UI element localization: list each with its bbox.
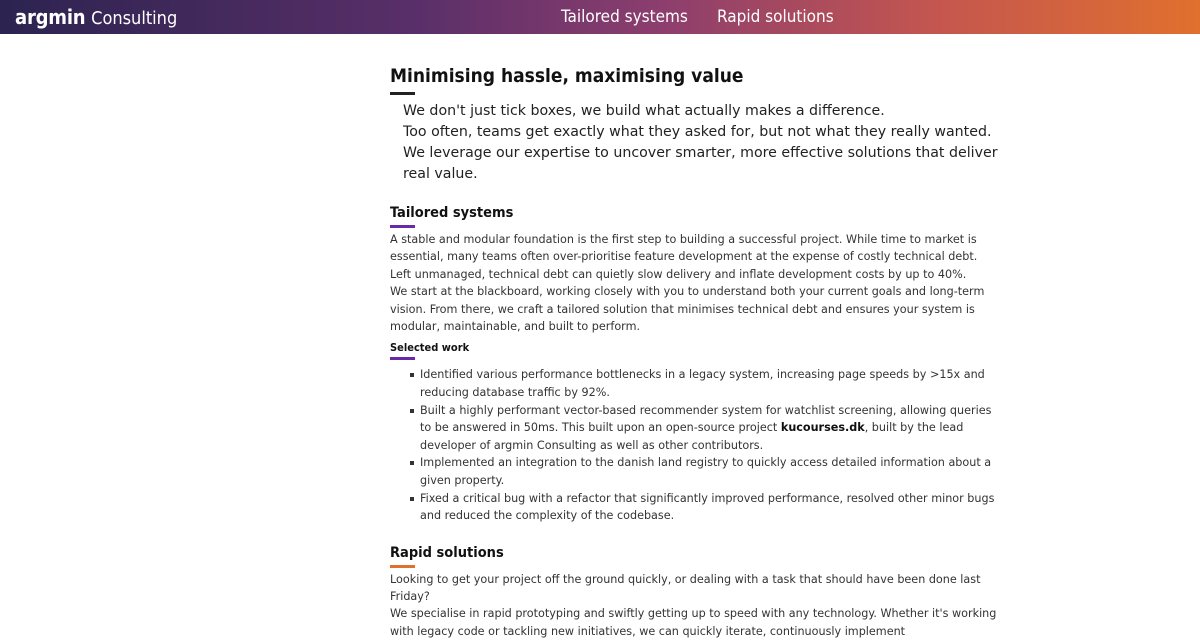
work-item-text: Built a highly performant vector-based recommender system for watchlist screening, allowing queries to be answered in 50ms. This built upon an open-source project — [420, 403, 992, 435]
work-item: Fixed a critical bug with a refactor that significantly improved performance, resolved other minor bugs and reduced the complexity of the codebase. — [420, 490, 1000, 525]
selected-work-underline — [390, 357, 415, 360]
paragraph: Looking to get your project off the ground quickly, or dealing with a task that should have been done last Friday? — [390, 572, 981, 603]
selected-work-list — [390, 366, 1000, 524]
work-item: Identified various performance bottlenecks in a legacy system, increasing page speeds by >15x and reducing database traffic by 92%. — [420, 366, 1000, 401]
work-item-text: , built by the lead developer of argmin Consulting as well as other contributors. — [420, 421, 964, 452]
intro-block — [403, 101, 1000, 185]
tailored-description — [390, 231, 1000, 335]
work-item — [420, 402, 1000, 454]
intro-line: We don't just tick boxes, we build what actually makes a difference. — [403, 103, 885, 119]
kucourses-link[interactable]: kucourses.dk — [780, 421, 865, 435]
nav-link-rapid-solutions[interactable]: Rapid solutions — [717, 7, 834, 27]
top-navigation-bar — [0, 0, 1200, 34]
main-content — [390, 62, 1000, 640]
intro-line: Too often, teams get exactly what they asked for, but not what they really wanted. — [403, 124, 992, 140]
logo-light-text: Consulting — [91, 8, 178, 29]
logo-bold-text: argmin — [15, 5, 86, 29]
section-underline-purple — [390, 225, 415, 228]
section-heading-rapid-solutions: Rapid solutions — [390, 544, 504, 561]
nav-link-tailored-systems[interactable]: Tailored systems — [561, 7, 688, 27]
title-underline — [390, 92, 415, 95]
page-title: Minimising hassle, maximising value — [390, 65, 744, 87]
intro-line: We leverage our expertise to uncover smarter, more effective solutions that deliver real value. — [403, 145, 998, 182]
work-item: Implemented an integration to the danish land registry to quickly access detailed information about a given property. — [420, 454, 1000, 489]
paragraph: A stable and modular foundation is the first step to building a successful project. While time to market is essential, many teams often over-prioritise feature development at the expense of costly technical debt. Left unmanaged, technical debt can quietly slow delivery and inflate development costs by up to 40%. — [390, 233, 978, 281]
section-heading-tailored-systems: Tailored systems — [390, 205, 514, 221]
section-underline-orange — [390, 565, 415, 568]
brand-logo[interactable] — [15, 4, 177, 32]
selected-work-heading: Selected work — [390, 341, 470, 355]
paragraph: We start at the blackboard, working closely with you to understand both your current goals and long-term vision. From there, we craft a tailored solution that minimises technical debt and ensures your system is modular, maintainable, and built to perform. — [390, 285, 985, 334]
paragraph: We specialise in rapid prototyping and swiftly getting up to speed with any technology. Whether it's working with legacy code or tackling new initiatives, we can quickly iterate, continuously implement — [390, 607, 997, 638]
